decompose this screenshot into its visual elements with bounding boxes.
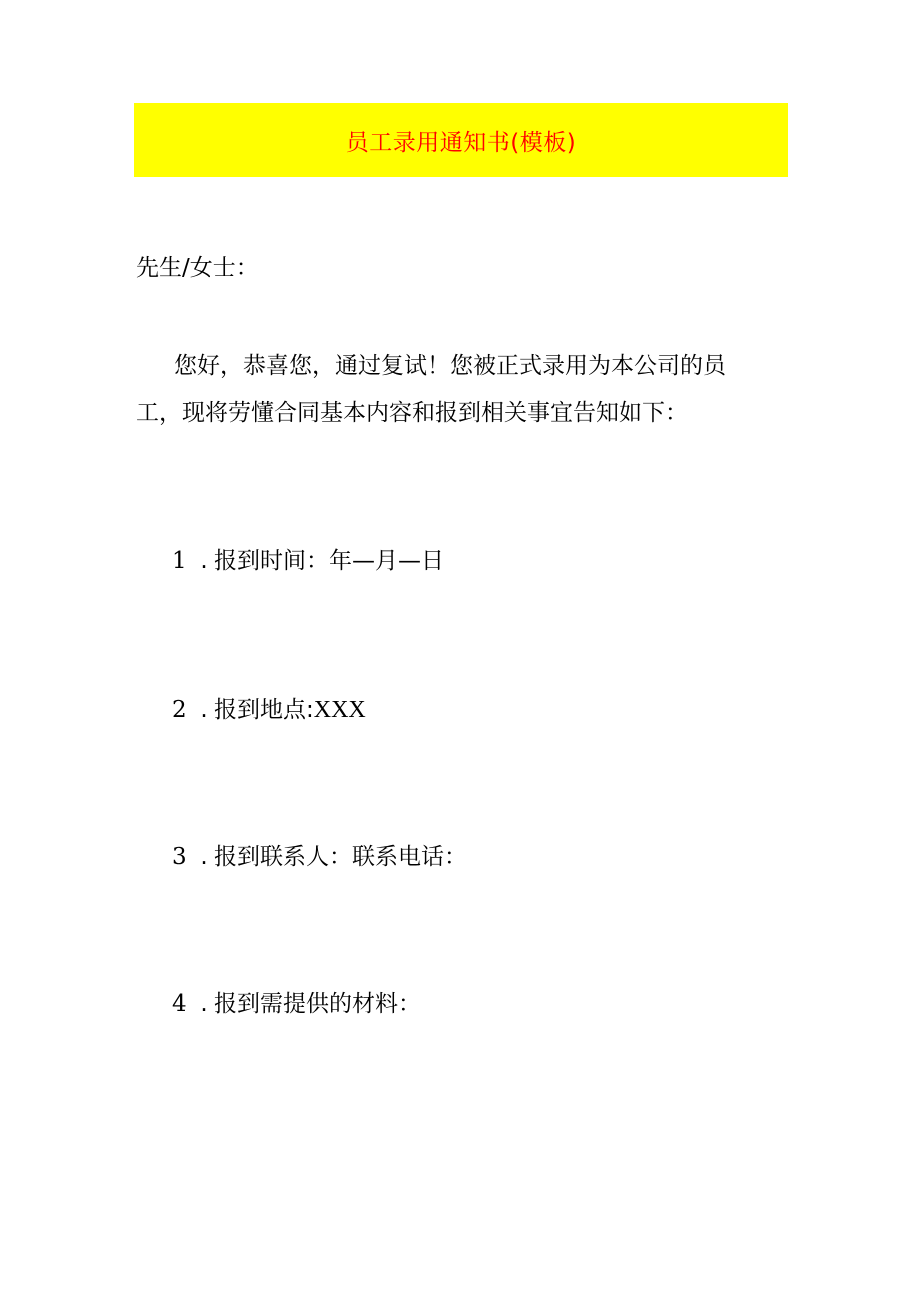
title-banner xyxy=(134,103,788,177)
list-item-contact xyxy=(172,842,467,872)
body-paragraph-line-1: 您好，恭喜您，通过复试！您被正式录用为本公司的员 xyxy=(174,353,726,379)
list-item-text: 报到需提供的材料： xyxy=(214,991,421,1017)
salutation: 先生/女士： xyxy=(136,255,259,281)
list-item-separator: . xyxy=(200,548,208,574)
location-placeholder: XXX xyxy=(313,697,366,723)
list-item-separator: . xyxy=(200,844,208,870)
list-item-number: 4 xyxy=(172,991,187,1017)
list-item-text: 报到时间：年—月—日 xyxy=(214,548,444,574)
list-item-report-time xyxy=(172,546,444,576)
body-paragraph-line-2: 工，现将劳懂合同基本内容和报到相关事宜告知如下： xyxy=(136,400,688,426)
list-item-text: 报到地点: xyxy=(214,697,314,723)
document-title: 员工录用通知书(模板) xyxy=(345,129,577,156)
list-item-report-location xyxy=(172,695,366,725)
list-item-number: 3 xyxy=(172,844,187,870)
list-item-separator: . xyxy=(200,991,208,1017)
list-item-number: 1 xyxy=(172,548,187,574)
list-item-text: 报到联系人：联系电话： xyxy=(214,844,467,870)
list-item-separator: . xyxy=(200,697,208,723)
list-item-number: 2 xyxy=(172,697,187,723)
list-item-materials xyxy=(172,989,421,1019)
